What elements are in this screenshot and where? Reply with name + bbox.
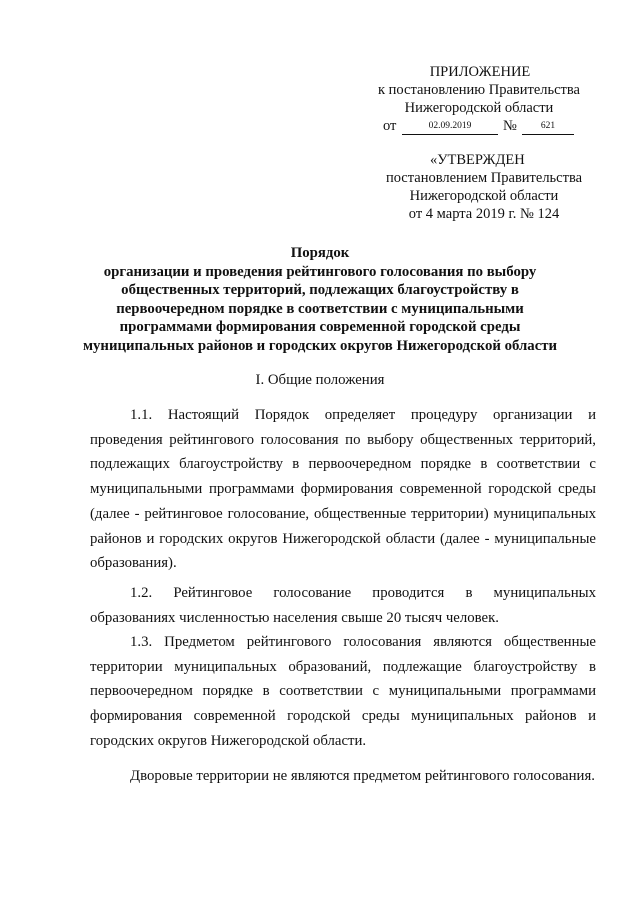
- from-label: от: [383, 118, 397, 134]
- paragraph-1-2: 1.2. Рейтинговое голосование проводится в муниципальных образованиях численностью населения свыше 20 тысяч человек.: [90, 585, 596, 626]
- approved-line-2: Нижегородской области: [409, 188, 559, 204]
- paragraph-courtyards: Дворовые территории не являются предметом рейтингового голосования.: [130, 768, 595, 784]
- document-title: [60, 244, 580, 356]
- title-line-5: программами формирования современной городской среды: [119, 319, 521, 336]
- title-line-1: Порядок: [290, 245, 350, 261]
- appendix-title: ПРИЛОЖЕНИЕ: [429, 64, 531, 80]
- approved-line-3: от 4 марта 2019 г. № 124: [408, 206, 560, 222]
- section-heading: I. Общие положения: [255, 372, 385, 388]
- appendix-line-2: Нижегородской области: [404, 100, 554, 116]
- resolution-number: 621: [522, 119, 574, 135]
- title-line-6: муниципальных районов и городских округов Нижегородской области: [82, 337, 558, 354]
- title-line-3: общественных территорий, подлежащих благоустройству в: [121, 282, 519, 299]
- title-line-4: первоочередном порядке в соответствии с муниципальными: [116, 300, 524, 317]
- approved-title: «УТВЕРЖДЕН: [430, 152, 525, 168]
- title-line-2: организации и проведения рейтингового голосования по выбору: [103, 263, 537, 280]
- paragraph-1-1: 1.1. Настоящий Порядок определяет процедуру организации и проведения рейтингового голосования по выбору общественных территорий, подлежащих благоустройству в первоочередном порядке в соответствии с муниципальными программами формирования современной городской среды (далее - рейтинговое голосование, общественные территории) муниципальных районов и городских округов Нижегородской области (далее - муниципальные образования).: [90, 407, 596, 572]
- resolution-date: 02.09.2019: [402, 119, 498, 135]
- appendix-line-1: к постановлению Правительства: [378, 82, 580, 98]
- approved-line-1: постановлением Правительства: [385, 170, 583, 186]
- number-label: №: [503, 118, 517, 134]
- paragraph-1-3: 1.3. Предметом рейтингового голосования являются общественные территории муниципальных образований, подлежащие благоустройству в первоочередном порядке в соответствии с муниципальными программами формирования современной городской среды муниципальных районов и городских округов Нижегородской области.: [90, 634, 596, 749]
